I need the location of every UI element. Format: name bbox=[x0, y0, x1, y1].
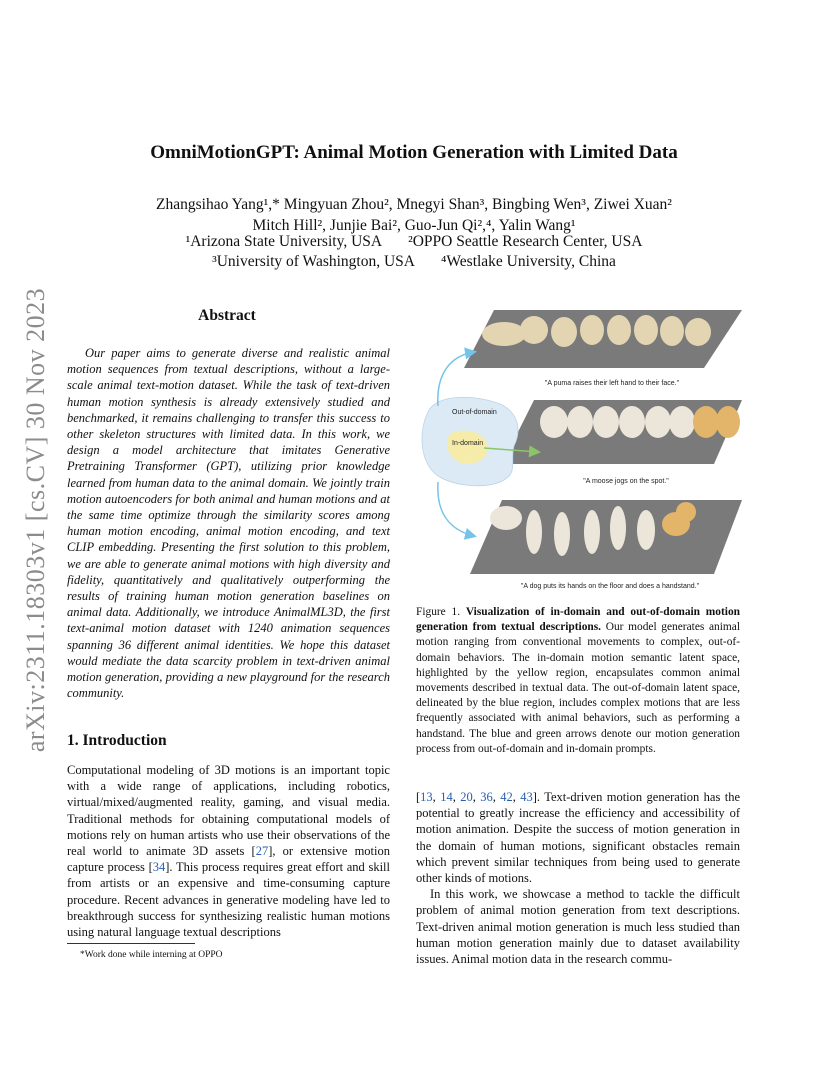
citation-link[interactable]: 34 bbox=[152, 860, 166, 875]
latent-space-diagram bbox=[422, 397, 518, 486]
affiliation-row-2 bbox=[60, 252, 768, 272]
citation-link[interactable]: 43 bbox=[520, 790, 533, 804]
citation-link[interactable]: 20 bbox=[460, 790, 473, 804]
in-domain-label: In-domain bbox=[452, 440, 484, 447]
separator: , bbox=[472, 790, 481, 804]
affiliation-4: ⁴Westlake University, China bbox=[440, 253, 616, 270]
motion-panel-moose bbox=[502, 400, 742, 485]
out-of-domain-label: Out-of-domain bbox=[452, 409, 497, 416]
intro-text-a: Computational modeling of 3D motions is an important topic with a wide range of applications, including robotics, virtual/mixed/augmented reality, gaming, and visual media. Traditional methods for obtaining computational models of motions rely on human artists who use their observations of the real world to animate 3D assets [ bbox=[67, 763, 390, 859]
separator: , bbox=[432, 790, 441, 804]
motion-panel-dog bbox=[470, 500, 742, 590]
right-paragraph-1 bbox=[416, 789, 740, 886]
figure-caption-body: Our model generates animal motion ranging from conventional movements to complex, out-of-domain behaviors. The in-domain motion semantic latent space, highlighted by the yellow region, encapsulates common animal movements described in textual data. The out-of-domain latent space, delineated by the blue region, includes complex motions that are less frequently associated with animal behaviors, such as performing a handstand. The blue and green arrows denote our motion generation process from out-of-domain and in-domain prompts. bbox=[416, 621, 740, 755]
arxiv-sidebar bbox=[16, 280, 56, 760]
authors-line-1: Zhangsihao Yang¹,* Mingyuan Zhou², Mnegyi Shan³, Bingbing Wen³, Ziwei Xuan² bbox=[156, 196, 672, 213]
author-list bbox=[60, 194, 768, 236]
section-heading-introduction: 1. Introduction bbox=[67, 732, 167, 749]
footnote: *Work done while interning at OPPO bbox=[80, 950, 223, 960]
separator: , bbox=[452, 790, 461, 804]
figure-prompt-1: "A puma raises their left hand to their face." bbox=[544, 380, 680, 387]
figure-1-caption bbox=[416, 605, 740, 757]
affiliation-3: ³University of Washington, USA bbox=[212, 253, 415, 270]
figure-prompt-3: "A dog puts its hands on the floor and does a handstand." bbox=[520, 583, 700, 590]
affiliation-2: ²OPPO Seattle Research Center, USA bbox=[408, 233, 643, 250]
arxiv-identifier: arXiv:2311.18303v1 [cs.CV] 30 Nov 2023 bbox=[21, 287, 50, 753]
affiliations bbox=[60, 232, 768, 272]
citation-link[interactable]: 36 bbox=[480, 790, 493, 804]
affiliation-1: ¹Arizona State University, USA bbox=[185, 233, 383, 250]
citation-link[interactable]: 13 bbox=[420, 790, 433, 804]
intro-text-c: ]. This process requires great effort and skill from artists or an expensive and time-consuming capture procedure. Recent advances in generative modeling have led to breakthrough success for synthesizing realistic human motions using natural language textual descriptions bbox=[67, 860, 390, 940]
bracket: [ bbox=[416, 790, 421, 804]
introduction-paragraph bbox=[67, 762, 390, 940]
intro-text-b: ], or extensive motion capture process [ bbox=[67, 844, 390, 875]
authors-line-2: Mitch Hill², Junjie Bai², Guo-Jun Qi²,⁴, Yalin Wang¹ bbox=[252, 217, 576, 234]
separator: , bbox=[512, 790, 521, 804]
figure-caption-title: Visualization of in-domain and out-of-domain motion generation from textual descriptions. bbox=[416, 606, 740, 634]
abstract-text: Our paper aims to generate diverse and realistic animal motion sequences from textual descriptions, without a large-scale animal text-motion dataset. While the task of text-driven human motion synthesis is already extensively studied and benchmarked, it remains challenging to transfer this success to other skeleton structures with limited data. In this work, we design a model architecture that imitates Generative Pretraining Transformer (GPT), utilizing prior knowledge learned from human data to the animal domain. We jointly train motion autoencoders for both animal and human motions and at the same time optimize through the similarity scores among human motion encoding, animal motion encoding, and text CLIP embedding. Presenting the first solution to this problem, we are able to generate animal motions with high diversity and fidelity, quantitatively and qualitatively outperforming the results of training human motion generation baselines on animal data. Additionally, we introduce AnimalML3D, the first text-animal motion dataset with 1240 animation sequences spanning 36 different animal identities. We hope this dataset would mediate the data scarcity problem in text-driven animal motion generation, providing a new playground for the research community. bbox=[67, 346, 390, 701]
figure-prompt-2: "A moose jogs on the spot." bbox=[583, 478, 669, 485]
footnote-rule bbox=[67, 943, 195, 944]
separator: , bbox=[492, 790, 501, 804]
paper-title: OmniMotionGPT: Animal Motion Generation with Limited Data bbox=[150, 142, 678, 163]
right-column-text bbox=[416, 789, 740, 967]
citation-link[interactable]: 42 bbox=[500, 790, 513, 804]
figure-1 bbox=[414, 304, 744, 594]
citation-link[interactable]: 27 bbox=[255, 844, 269, 859]
motion-panel-puma bbox=[464, 310, 742, 387]
affiliation-row-1 bbox=[60, 232, 768, 252]
citation-link[interactable]: 14 bbox=[440, 790, 453, 804]
abstract-heading: Abstract bbox=[198, 307, 256, 324]
right-paragraph-2: In this work, we showcase a method to tackle the difficult problem of animal motion generation from text descriptions. Text-driven animal motion generation is much less studied than human motion generation mainly due to dataset availability issues. Animal motion data in the research commu- bbox=[416, 887, 740, 967]
out-of-domain-arrow-down bbox=[438, 482, 474, 536]
figure-label: Figure 1. bbox=[416, 606, 461, 618]
right-text-1: ]. Text-driven motion generation has the potential to greatly increase the efficiency and accessibility of motion animation. Despite the success of motion generation in the domain of human motions, significant obstacles remain which prevent similar techniques from being used to generate other kinds of motions. bbox=[416, 790, 740, 886]
